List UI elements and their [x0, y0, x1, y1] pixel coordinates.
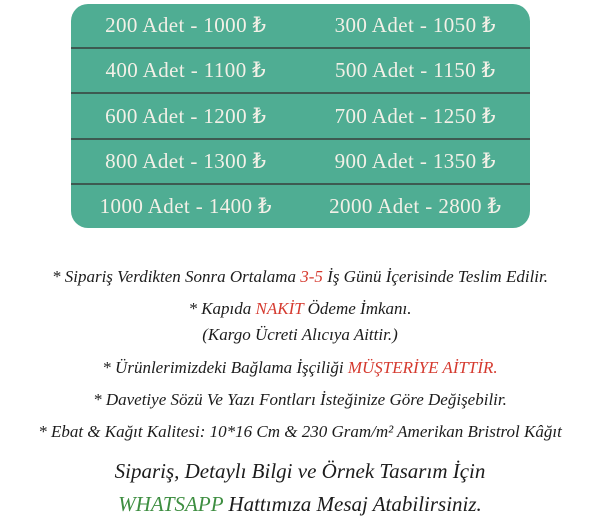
- price-cell: 1000 Adet - 1400 ₺: [99, 193, 272, 218]
- price-cell: 2000 Adet - 2800 ₺: [329, 193, 502, 218]
- price-cell: 400 Adet - 1100 ₺: [105, 58, 267, 83]
- text-run: * Sipariş Verdikten Sonra Ortalama: [52, 267, 301, 286]
- text-run: İş Günü İçerisinde Teslim Edilir.: [322, 267, 548, 286]
- text-run: Ödeme İmkanı.: [303, 299, 412, 318]
- highlight-green: WHATSAPP: [118, 492, 224, 516]
- price-row: [71, 47, 530, 92]
- note-line: [0, 264, 600, 290]
- highlight-red: NAKİT: [255, 299, 304, 318]
- price-cell: 700 Adet - 1250 ₺: [334, 103, 496, 128]
- price-cell: 800 Adet - 1300 ₺: [105, 148, 267, 173]
- price-row: [71, 138, 530, 183]
- price-row: [71, 92, 530, 137]
- price-row: [71, 183, 530, 228]
- note-line: [0, 387, 600, 413]
- price-cell: 500 Adet - 1150 ₺: [334, 58, 496, 83]
- footer-section: [0, 455, 600, 521]
- footer-line-whatsapp: [0, 488, 600, 521]
- text-run: * Ebat & Kağıt Kalitesi: 10*16 Cm & 230 Gram/m² Amerikan Bristrol Kâğıt: [38, 422, 562, 441]
- price-cell: 300 Adet - 1050 ₺: [334, 13, 496, 38]
- text-run: * Davetiye Sözü Ve Yazı Fontları İsteğinize Göre Değişebilir.: [93, 390, 507, 409]
- text-run: * Ürünlerimizdeki Bağlama İşçiliği: [102, 358, 348, 377]
- notes-section: [0, 264, 600, 451]
- price-row: [71, 4, 530, 47]
- highlight-red: 3-5: [300, 267, 323, 286]
- highlight-red: MÜŞTERİYE AİTTİR.: [347, 358, 498, 377]
- note-line: [0, 419, 600, 445]
- price-cell: 900 Adet - 1350 ₺: [334, 148, 496, 173]
- note-line: [0, 355, 600, 381]
- price-cell: 600 Adet - 1200 ₺: [105, 103, 267, 128]
- footer-line-order-info: Sipariş, Detaylı Bilgi ve Örnek Tasarım İçin: [114, 459, 486, 483]
- text-run: (Kargo Ücreti Alıcıya Aittir.): [202, 325, 398, 344]
- note-line: [0, 296, 600, 322]
- price-table: [71, 4, 530, 228]
- text-run: * Kapıda: [188, 299, 256, 318]
- note-line: [0, 322, 600, 348]
- text-run: Hattımıza Mesaj Atabilirsiniz.: [223, 492, 482, 516]
- price-cell: 200 Adet - 1000 ₺: [105, 13, 267, 38]
